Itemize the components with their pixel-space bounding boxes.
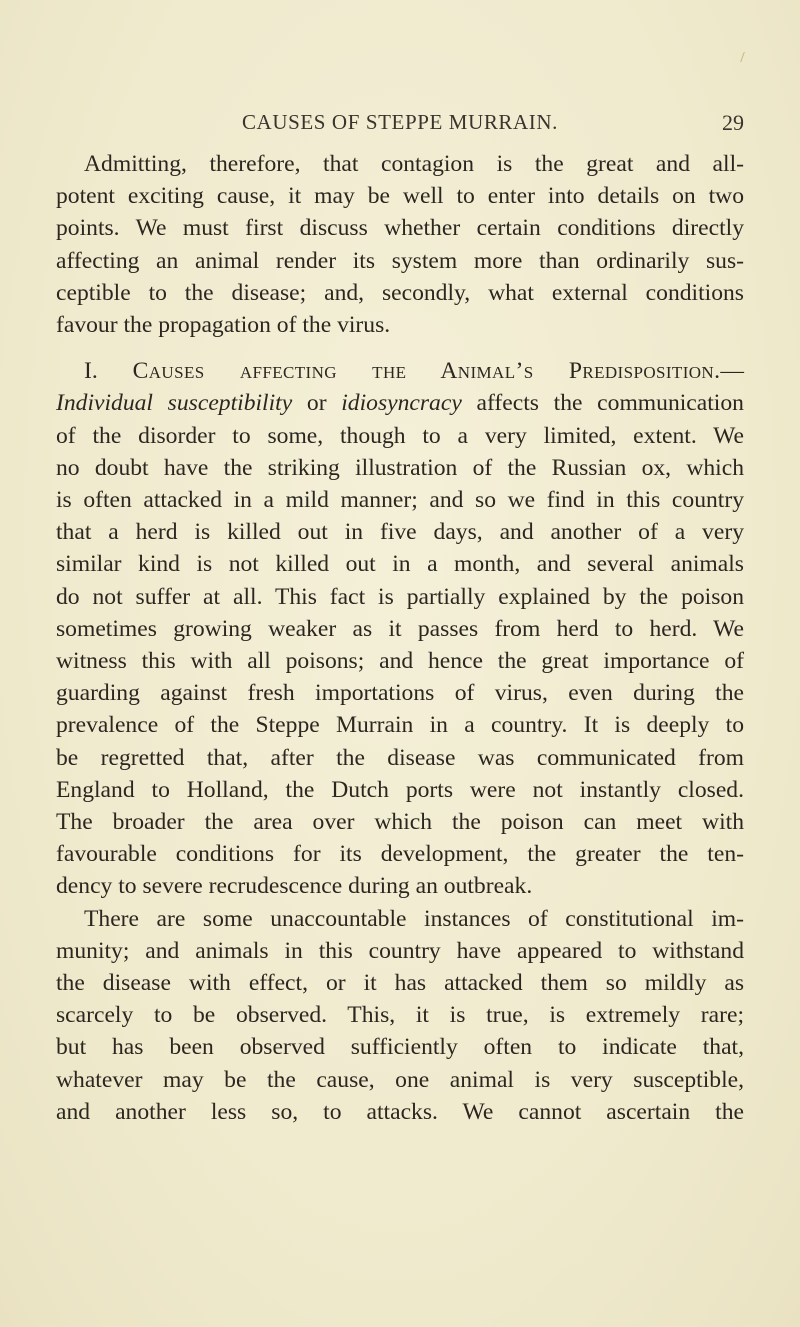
text-line: guarding against fresh importations of virus, even during the (56, 680, 744, 707)
running-head: CAUSES OF STEPPE MURRAIN. (241, 110, 559, 134)
margin-mark (734, 52, 745, 62)
text-line: munity; and animals in this country have appeared to withstand (56, 937, 744, 964)
text-line: prevalence of the Steppe Murrain in a country. It is deeply to (56, 712, 744, 739)
section-heading-line (56, 355, 744, 387)
text-line: whatever may be the cause, one animal is very susceptible, (56, 1066, 744, 1093)
text-line: dency to severe recrudescence during an outbreak. (56, 873, 533, 900)
text-line: witness this with all poisons; and hence the great importance of (56, 648, 744, 675)
text-line: of the disorder to some, though to a very limited, extent. We (56, 422, 744, 449)
text-line: be regretted that, after the disease was communicated from (56, 744, 744, 771)
text-line: There are some unaccountable instances of constitutional im- (84, 905, 744, 932)
text-line: The broader the area over which the poison can meet with (56, 809, 744, 836)
paragraph-immunity (56, 903, 744, 1128)
section-heading: Causes affecting the Animal’s Predisposition. (132, 358, 721, 385)
em-dash: — (720, 358, 745, 385)
section-causes-predisposition (56, 355, 744, 902)
connector-word: or (306, 390, 327, 417)
body-text (56, 148, 744, 1128)
italic-term: Individual susceptibility (56, 390, 293, 417)
text-line: the disease with effect, or it has attacked them so mildly as (56, 970, 744, 997)
paragraph-1 (56, 148, 744, 341)
line-rest: affects the communication (476, 390, 744, 417)
text-line: points. We must first discuss whether certain conditions directly (56, 215, 744, 242)
text-line: England to Holland, the Dutch ports were not instantly closed. (56, 776, 744, 803)
page-header (56, 110, 744, 140)
text-line: scarcely to be observed. This, it is true, is extremely rare; (56, 1002, 744, 1029)
text-line (56, 387, 744, 419)
text-line: ceptible to the disease; and, secondly, what external conditions (56, 279, 744, 306)
text-line: favour the propagation of the virus. (56, 312, 391, 339)
text-line: and another less so, to attacks. We cannot ascertain the (56, 1098, 744, 1125)
text-line: that a herd is killed out in five days, and another of a very (56, 519, 744, 546)
text-line: Admitting, therefore, that contagion is the great and all- (84, 151, 744, 177)
text-line: do not suffer at all. This fact is partially explained by the poison (56, 583, 744, 610)
text-line: but has been observed sufficiently often to indicate that, (56, 1034, 744, 1061)
text-line: sometimes growing weaker as it passes from herd to herd. We (56, 615, 744, 642)
text-line: similar kind is not killed out in a month, and several animals (56, 551, 744, 578)
text-line: favourable conditions for its development, the greater the ten- (56, 841, 744, 868)
italic-term: idiosyncracy (341, 390, 462, 417)
text-line: affecting an animal render its system more than ordinarily sus- (56, 247, 744, 274)
text-line: no doubt have the striking illustration of the Russian ox, which (56, 454, 744, 481)
text-line: is often attacked in a mild manner; and so we find in this country (56, 487, 744, 514)
text-line: potent exciting cause, it may be well to enter into details on two (56, 183, 744, 210)
page-number: 29 (722, 110, 744, 135)
section-numeral: I. (84, 358, 98, 385)
